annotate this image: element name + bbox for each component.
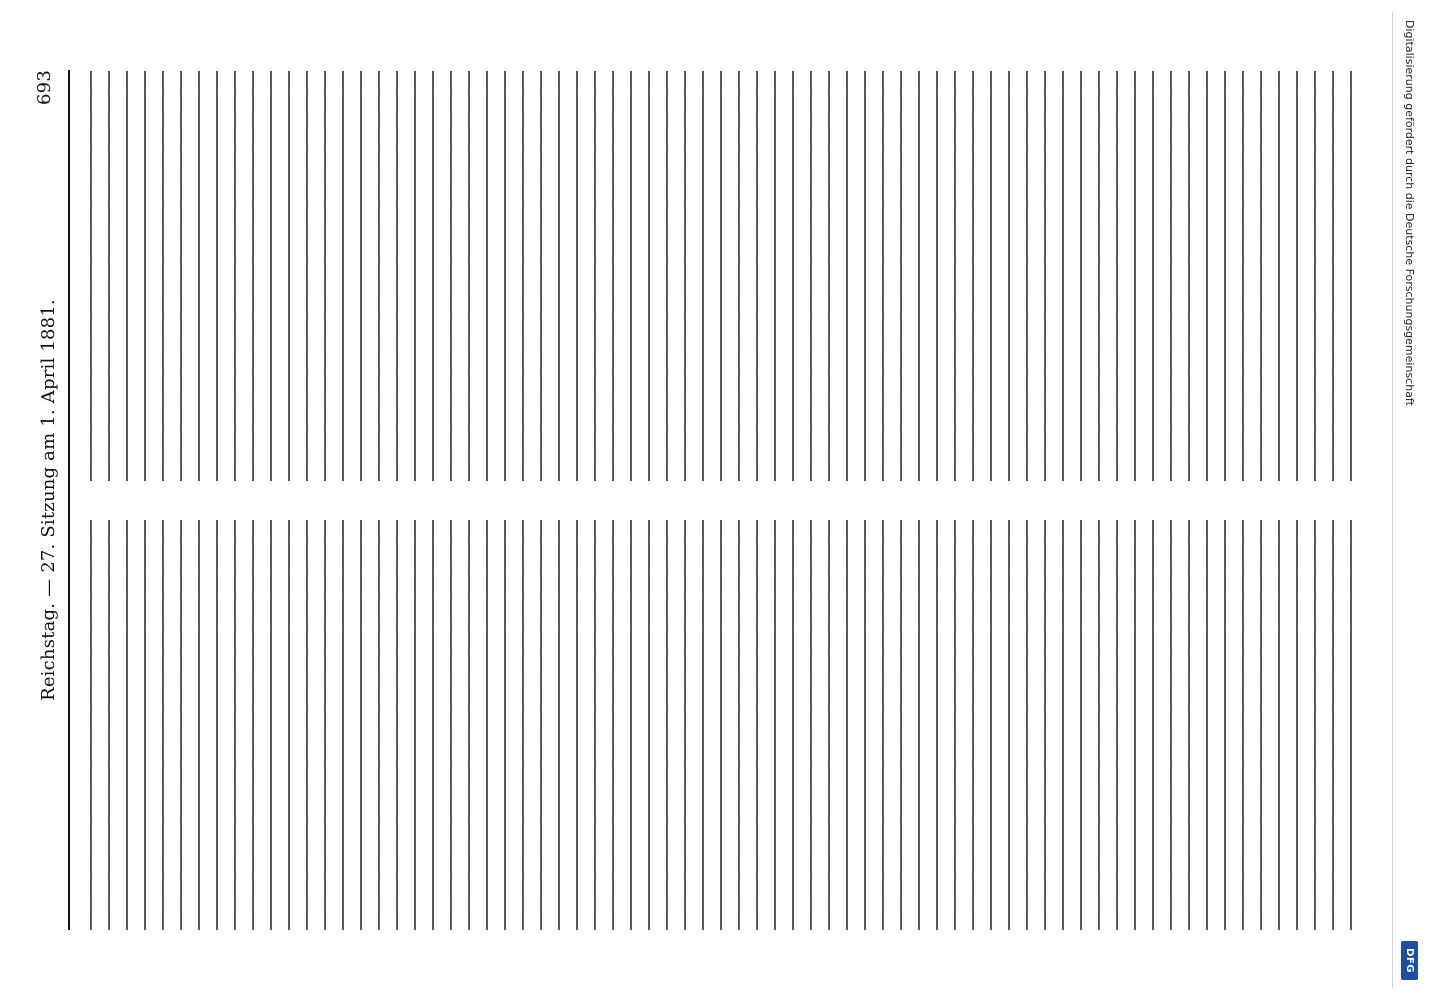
right-column xyxy=(80,70,1362,481)
digitization-credit-text xyxy=(1393,12,1426,988)
left-column-text-texture xyxy=(80,520,1362,930)
right-column-text-texture xyxy=(80,71,1362,481)
credit-text: Digitalisierung gefördert durch die Deutsche Forschungsgemeinschaft xyxy=(1403,20,1417,406)
dfg-badge: DFG xyxy=(1402,941,1419,980)
digitization-credit-strip xyxy=(1392,12,1426,988)
two-column-body xyxy=(80,70,1362,930)
left-column xyxy=(80,519,1362,930)
page-number: 693 xyxy=(34,70,55,105)
header-title: Reichstag. — 27. Sitzung am 1. April 1881. xyxy=(37,299,59,701)
running-header xyxy=(28,70,70,930)
